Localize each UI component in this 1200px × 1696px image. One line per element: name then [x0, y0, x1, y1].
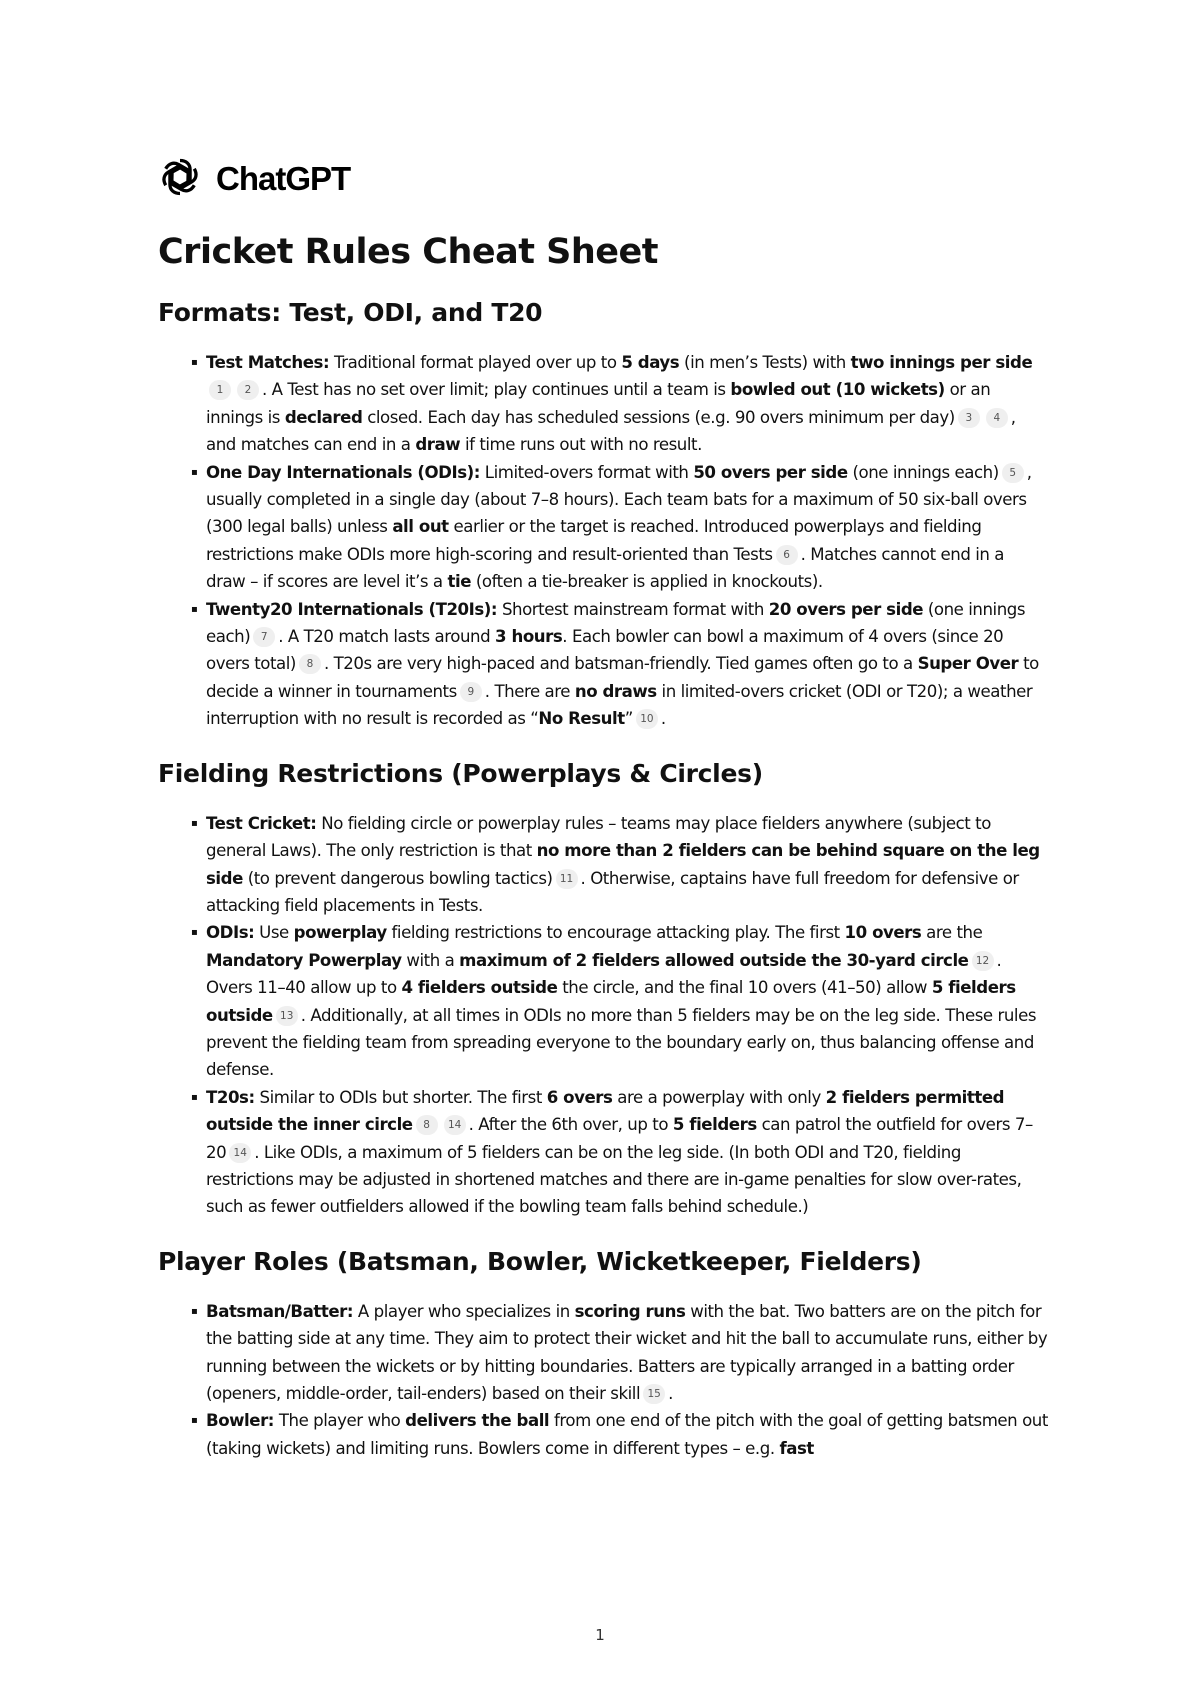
bullet-list	[158, 810, 1048, 1221]
brand-name: ChatGPT	[216, 160, 351, 197]
citation-badge[interactable]: 10	[636, 709, 658, 729]
citation-badge[interactable]: 12	[972, 951, 994, 971]
bold-term: delivers the ball	[405, 1411, 550, 1431]
section-heading: Formats: Test, ODI, and T20	[158, 298, 543, 327]
bold-term: declared	[284, 407, 363, 427]
text-run: , and matches can end in a	[206, 407, 1016, 455]
citation-badge[interactable]: 4	[986, 408, 1008, 428]
bullet-item	[206, 459, 1048, 596]
bold-term: 3 hours	[495, 627, 563, 647]
page-number: 1	[595, 1626, 605, 1644]
text-run: The player who	[274, 1411, 406, 1431]
text-run: . There are	[484, 681, 575, 701]
bullet-item	[206, 1407, 1048, 1462]
citation-badge[interactable]: 11	[556, 869, 578, 889]
bold-term: 2 fielders permitted outside the inner circle	[206, 1087, 1005, 1135]
bullet-item	[206, 1084, 1048, 1221]
bold-term: No Result	[538, 709, 625, 729]
bold-term: Test Matches:	[206, 353, 330, 372]
text-run: (to prevent dangerous bowling tactics)	[242, 868, 553, 888]
text-run: (one innings each)	[847, 462, 999, 482]
text-run: . T20s are very high-paced and batsman-friendly. Tied games often go to a	[323, 654, 918, 674]
citation-badge[interactable]: 14	[444, 1115, 466, 1135]
text-run: . A T20 match lasts around	[278, 627, 496, 647]
bold-term: tie	[447, 572, 472, 592]
text-run: closed. Each day has scheduled sessions (e.g. 90 overs minimum per day)	[362, 407, 955, 427]
bold-term: Test Cricket:	[206, 813, 317, 833]
document-title: Cricket Rules Cheat Sheet	[158, 232, 659, 272]
text-run: fielding restrictions to encourage attacking play. The first	[386, 923, 845, 943]
text-run: Limited-overs format with	[479, 462, 694, 482]
bold-term: bowled out (10 wickets)	[730, 380, 945, 400]
citation-badge[interactable]: 5	[1002, 463, 1024, 483]
text-run: Traditional format played over up to	[329, 353, 622, 372]
citation-badge[interactable]: 15	[643, 1384, 665, 1404]
text-run: in limited-overs cricket (ODI or T20); a weather interruption with no result is recorded as “	[206, 681, 1033, 729]
bold-term: draw	[415, 435, 461, 455]
bullet-item	[206, 596, 1048, 733]
text-run: . Overs 11–40 allow up to	[206, 950, 1002, 998]
bold-term: all out	[392, 517, 449, 537]
citation-badge[interactable]: 6	[776, 545, 798, 565]
text-run: the circle, and the final 10 overs (41–50) allow	[557, 978, 932, 998]
text-run: with the bat. Two batters are on the pitch for the batting side at any time. They aim to protect their wicket and hit the ball to accumulate runs, either by running between the wickets or by hitting boundaries. Batters are typically arranged in a batting order (openers, middle-order, tail-enders) based on their skill	[206, 1301, 1048, 1403]
text-run: Similar to ODIs but shorter. The first	[254, 1087, 547, 1107]
bold-term: no draws	[574, 681, 657, 701]
bold-term: Twenty20 Internationals (T20Is):	[206, 599, 498, 619]
bold-term: Super Over	[917, 654, 1019, 674]
bold-term: 5 days	[621, 353, 680, 372]
text-run: are the	[921, 923, 983, 943]
bold-term: fast	[779, 1438, 814, 1458]
openai-logo-icon	[158, 155, 202, 203]
text-run: can patrol the outfield for overs 7–20	[206, 1115, 1033, 1162]
text-run: if time runs out with no result.	[460, 435, 702, 455]
bold-term: ODIs:	[206, 923, 255, 943]
bold-term: Batsman/Batter:	[206, 1301, 354, 1321]
text-run: (one innings each)	[206, 599, 1026, 647]
bullet-item	[206, 1298, 1048, 1408]
sections	[158, 298, 1048, 1462]
citation-badge[interactable]: 1	[209, 380, 231, 400]
text-run: (in men’s Tests) with	[679, 353, 851, 372]
bullet-item	[206, 810, 1048, 920]
text-run: are a powerplay with only	[612, 1087, 826, 1107]
text-run: A player who specializes in	[353, 1301, 575, 1321]
text-run: with a	[401, 950, 460, 970]
bold-term: two innings per side	[850, 353, 1033, 372]
bold-term: 4 fielders outside	[401, 978, 558, 998]
section-heading: Player Roles (Batsman, Bowler, Wicketkeeper, Fielders)	[158, 1246, 922, 1276]
text-run: . Otherwise, captains have full freedom for defensive or attacking field placements in Tests.	[206, 868, 1019, 915]
bold-term: T20s:	[206, 1087, 255, 1107]
citation-badge[interactable]: 7	[253, 627, 275, 647]
text-run: , usually completed in a single day (about 7–8 hours). Each team bats for a maximum of 50 six-ball overs (300 legal balls) unless	[206, 462, 1032, 537]
bold-term: 10 overs	[844, 923, 922, 943]
text-run: or an innings is	[206, 380, 991, 427]
citation-badge[interactable]: 8	[299, 654, 321, 674]
text-run: to decide a winner in tournaments	[206, 654, 1039, 701]
bold-term: powerplay	[293, 923, 387, 943]
document-body	[158, 232, 1048, 1488]
bold-term: maximum of 2 fielders allowed outside the 30-yard circle	[459, 950, 969, 970]
bold-term: Mandatory Powerplay	[206, 950, 402, 970]
bold-term: no more than 2 fielders can be behind square on the leg side	[206, 841, 1040, 888]
bold-term: 50 overs per side	[693, 462, 848, 482]
bullet-list	[158, 1298, 1048, 1462]
bullet-list	[158, 349, 1048, 733]
citation-badge[interactable]: 14	[229, 1143, 251, 1163]
text-run: .	[668, 1384, 673, 1403]
text-run: . Each bowler can bowl a maximum of 4 overs (since 20 overs total)	[206, 627, 1004, 674]
text-run: Shortest mainstream format with	[497, 599, 769, 619]
text-run: . Like ODIs, a maximum of 5 fielders can be on the leg side. (In both ODI and T20, fielding restrictions may be adjusted in shortened matches and there are in-game penalties for slow over-rates, such as fewer outfielders allowed if the bowling team falls behind schedule.)	[206, 1142, 1022, 1217]
bold-term: One Day Internationals (ODIs):	[206, 462, 480, 482]
bold-term: 20 overs per side	[768, 599, 924, 619]
citation-badge[interactable]: 13	[276, 1006, 298, 1026]
citation-badge[interactable]: 3	[958, 408, 980, 428]
bold-term: 5 fielders outside	[206, 978, 1016, 1025]
section-heading: Fielding Restrictions (Powerplays & Circles)	[158, 758, 763, 788]
text-run: (often a tie-breaker is applied in knockouts).	[471, 572, 823, 592]
bullet-item	[206, 919, 1048, 1083]
bold-term: Bowler:	[206, 1411, 274, 1431]
bold-term: scoring runs	[574, 1301, 686, 1321]
bold-term: 5 fielders	[672, 1115, 757, 1135]
citation-badge[interactable]: 2	[237, 380, 259, 400]
text-run: . Matches cannot end in a draw – if scores are level it’s a	[206, 544, 1005, 592]
text-run: .	[660, 709, 666, 729]
text-run: Use	[254, 923, 294, 943]
text-run: . Additionally, at all times in ODIs no more than 5 fielders may be on the leg side. These rules prevent the fielding team from spreading everyone to the boundary early on, thus balancing offense and defense.	[206, 1005, 1037, 1080]
text-run: . After the 6th over, up to	[468, 1115, 673, 1135]
bold-term: 6 overs	[546, 1087, 613, 1107]
brand-header	[158, 156, 350, 202]
citation-badge[interactable]: 9	[460, 682, 482, 702]
text-run: No fielding circle or powerplay rules – teams may place fielders anywhere (subject to general Laws). The only restriction is that	[206, 813, 991, 861]
bullet-item	[206, 349, 1048, 459]
text-run: ”	[624, 709, 633, 729]
text-run: . A Test has no set over limit; play continues until a team is	[262, 380, 731, 400]
text-run: earlier or the target is reached. Introduced powerplays and fielding restrictions make ODIs more high-scoring and result-oriented than Tests	[206, 517, 982, 564]
text-run: from one end of the pitch with the goal of getting batsmen out (taking wickets) and limiting runs. Bowlers come in different types – e.g.	[206, 1411, 1048, 1458]
citation-badge[interactable]: 8	[416, 1115, 438, 1135]
